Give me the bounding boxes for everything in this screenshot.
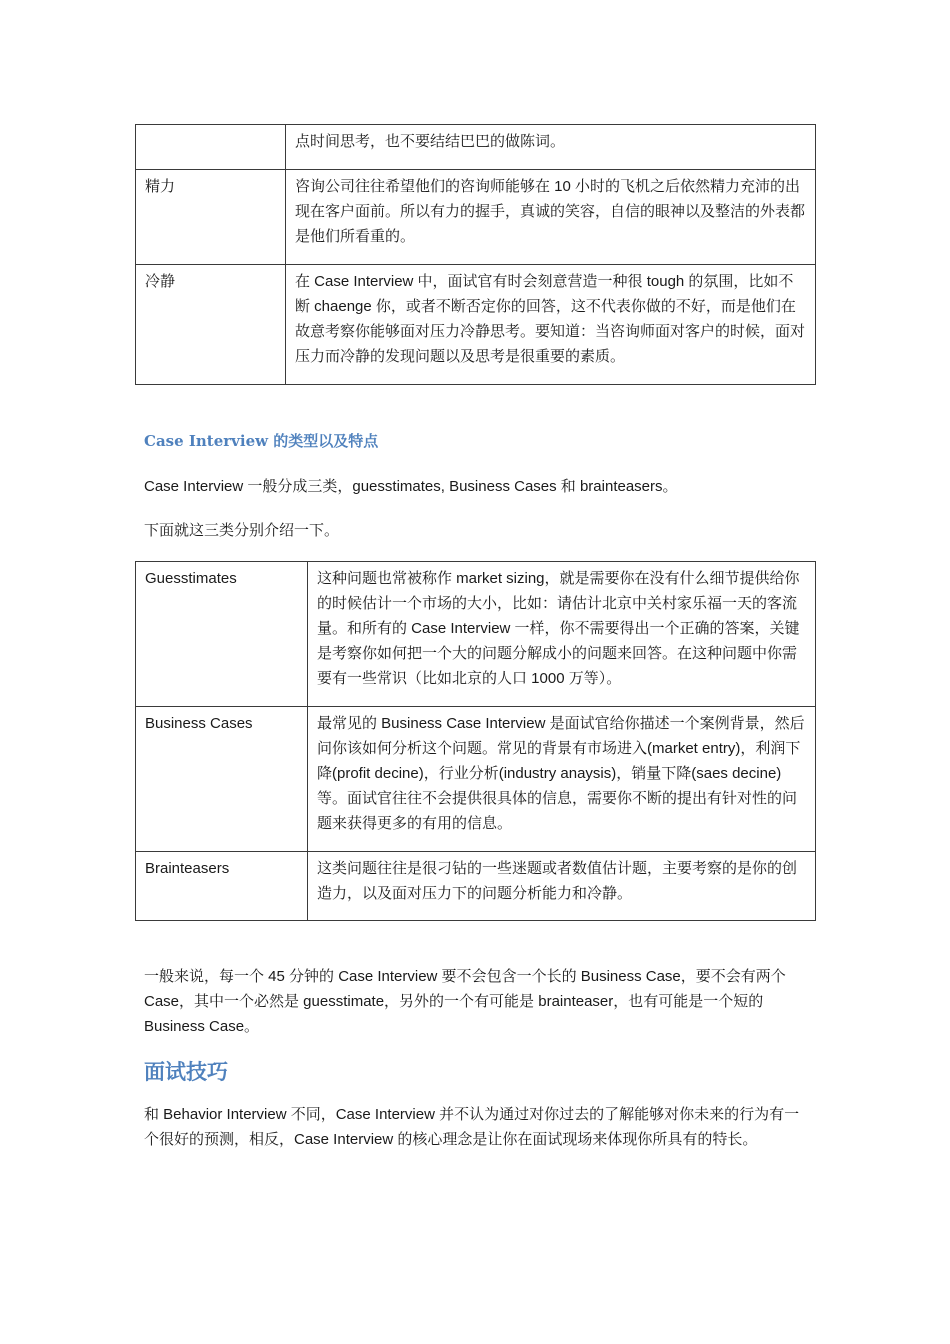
tips-paragraph: 和 Behavior Interview 不同，Case Interview 并不认为通过对你过去的了解能够对你未来的行为有一个很好的预测，相反，Case Interview 的核心理念是让你在面试现场来体现你所具有的特长。 bbox=[144, 1106, 800, 1148]
section-heading-interview-tips: 面试技巧 bbox=[144, 1061, 228, 1084]
table-row bbox=[136, 852, 816, 921]
table-row bbox=[136, 562, 816, 707]
row-label: Business Cases bbox=[136, 707, 308, 852]
row-content: 咨询公司往往希望他们的咨询师能够在 10 小时的飞机之后依然精力充沛的出现在客户面前。所以有力的握手，真诚的笑容，自信的眼神以及整洁的外表都是他们所看重的。 bbox=[286, 170, 816, 265]
section-heading-case-types: Case Interview 的类型以及特点 bbox=[144, 432, 379, 450]
row-content: 这种问题也常被称作 market sizing，就是需要你在没有什么细节提供给你的时候估计一个市场的大小，比如：请估计北京中关村家乐福一天的客流量。和所有的 Case Interview 一样，你不需要得出一个正确的答案，关键是考察你如何把一个大的问题分解成小的问题来回答。在这种问题中你需要有一些常识（比如北京的人口 1000 万等）。 bbox=[308, 562, 816, 707]
row-label bbox=[136, 125, 286, 170]
row-label: 冷静 bbox=[136, 265, 286, 385]
table-row bbox=[136, 707, 816, 852]
intro-paragraph-2: 下面就这三类分别介绍一下。 bbox=[144, 522, 340, 539]
row-content: 最常见的 Business Case Interview 是面试官给你描述一个案例背景，然后问你该如何分析这个问题。常见的背景有市场进入(market entry)，利润下降(profit decine)，行业分析(industry anaysis)，销量下降(saes decine)等。面试官往往不会提供很具体的信息，需要你不断的提出有针对性的问题来获得更多的有用的信息。 bbox=[308, 707, 816, 852]
row-content: 这类问题往往是很刁钻的一些迷题或者数值估计题，主要考察的是你的创造力，以及面对压力下的问题分析能力和冷静。 bbox=[308, 852, 816, 921]
table-row bbox=[136, 125, 816, 170]
row-label: Guesstimates bbox=[136, 562, 308, 707]
case-types-table bbox=[135, 561, 816, 921]
table-row bbox=[136, 265, 816, 385]
table-row bbox=[136, 170, 816, 265]
row-content: 在 Case Interview 中，面试官有时会刻意营造一种很 tough 的氛围，比如不断 chaenge 你，或者不断否定你的回答，这不代表你做的不好，而是他们在故意考察你能够面对压力冷静思考。要知道：当咨询师面对客户的时候，面对压力而冷静的发现问题以及思考是很重要的素质。 bbox=[286, 265, 816, 385]
row-content: 点时间思考，也不要结结巴巴的做陈词。 bbox=[286, 125, 816, 170]
row-label: Brainteasers bbox=[136, 852, 308, 921]
summary-paragraph: 一般来说，每一个 45 分钟的 Case Interview 要不会包含一个长的 Business Case，要不会有两个 Case，其中一个必然是 guesstimate，另外的一个有可能是 brainteaser，也有可能是一个短的 Business Case。 bbox=[144, 968, 786, 1035]
qualities-table bbox=[135, 124, 816, 385]
intro-paragraph: Case Interview 一般分成三类，guesstimates, Business Cases 和 brainteasers。 bbox=[144, 478, 678, 495]
row-label: 精力 bbox=[136, 170, 286, 265]
